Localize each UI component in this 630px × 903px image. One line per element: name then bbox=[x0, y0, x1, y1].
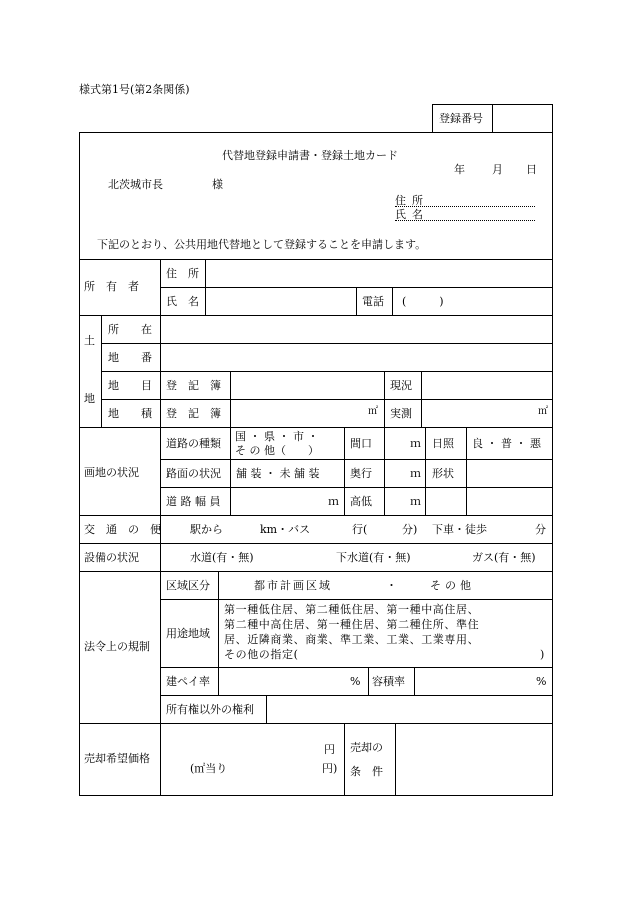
bcr-unit: % bbox=[350, 675, 361, 688]
road-surface-label: 路面の状況 bbox=[166, 467, 221, 480]
road-surface-options: 舗 装 ・ 未 舗 装 bbox=[236, 467, 320, 480]
transport-stop: 行( bbox=[352, 523, 368, 536]
road-width-unit: ｍ bbox=[328, 495, 339, 508]
date-day: 日 bbox=[526, 163, 537, 176]
price-yen-close: 円) bbox=[322, 762, 338, 775]
land-area-label: 地 積 bbox=[108, 407, 152, 420]
land-side-top: 土 bbox=[84, 334, 95, 347]
sunlight-options: 良 ・ 普 ・ 悪 bbox=[472, 437, 541, 450]
applicant-name-label: 氏名 bbox=[395, 208, 429, 221]
facility-water: 水道(有・無) bbox=[190, 551, 254, 564]
price-yen: 円 bbox=[324, 743, 335, 756]
registration-number-label: 登録番号 bbox=[439, 112, 483, 125]
land-area-measured-label: 実測 bbox=[390, 407, 412, 420]
transport-station: 駅から bbox=[190, 523, 223, 536]
depth-label: 奥行 bbox=[350, 467, 372, 480]
zone-option-1: 都市計画区域 bbox=[254, 579, 332, 592]
addressee: 北茨城市長 bbox=[108, 178, 163, 191]
road-type-label: 道路の種類 bbox=[166, 437, 221, 450]
sale-conditions-label-2: 条 件 bbox=[350, 765, 383, 778]
land-lot-number-label: 地 番 bbox=[108, 351, 152, 364]
far-unit: % bbox=[536, 675, 547, 688]
transport-min2: 分 bbox=[535, 523, 546, 536]
zone-option-2: その他 bbox=[430, 579, 475, 592]
price-section-label: 売却希望価格 bbox=[84, 752, 150, 765]
height-diff-unit: ｍ bbox=[410, 495, 421, 508]
owner-name-label: 氏 名 bbox=[166, 295, 199, 308]
depth-unit: ｍ bbox=[410, 467, 421, 480]
sale-conditions-field[interactable] bbox=[397, 725, 551, 794]
owner-section-label: 所 有 者 bbox=[84, 280, 139, 293]
land-location-label: 所 在 bbox=[108, 323, 152, 336]
date-year: 年 bbox=[454, 163, 465, 176]
use-district-line-4: その他の指定( bbox=[224, 648, 299, 661]
zone-label: 区域区分 bbox=[166, 579, 210, 592]
transport-section-label: 交 通 の 便 bbox=[84, 523, 161, 536]
frontage-unit: ｍ bbox=[410, 437, 421, 450]
owner-address-label: 住 所 bbox=[166, 267, 199, 280]
land-area-registry-label: 登 記 簿 bbox=[166, 407, 221, 420]
regulations-section-label: 法令上の規制 bbox=[84, 640, 150, 653]
road-type-options-2: そ の 他（ ） bbox=[235, 444, 319, 457]
transport-min1: 分) bbox=[402, 523, 418, 536]
use-district-line-2: 第二種中高住居、第一種住居、第二種住所、準住 bbox=[224, 618, 480, 631]
owner-name-field[interactable] bbox=[207, 289, 354, 314]
owner-phone-field[interactable]: ( ) bbox=[402, 295, 444, 308]
application-statement: 下記のとおり、公共用地代替地として登録することを申請します。 bbox=[97, 238, 427, 251]
shape-label: 形状 bbox=[432, 467, 454, 480]
zone-separator: ・ bbox=[386, 579, 397, 592]
use-district-line-4-end: ) bbox=[540, 648, 545, 661]
land-area-measured-unit: ㎡ bbox=[538, 406, 548, 417]
price-per-m2: (㎡当り bbox=[190, 762, 228, 775]
date-month: 月 bbox=[492, 163, 503, 176]
sale-conditions-label-1: 売却の bbox=[350, 741, 383, 754]
applicant-name-field[interactable] bbox=[395, 220, 535, 221]
transport-km-bus: km・バス bbox=[260, 523, 311, 536]
land-category-label: 地 目 bbox=[108, 379, 152, 392]
registration-number-field[interactable] bbox=[494, 106, 550, 130]
land-category-current-label: 現況 bbox=[390, 379, 412, 392]
owner-phone-label: 電話 bbox=[362, 295, 384, 308]
land-side-bottom: 地 bbox=[84, 392, 95, 405]
facility-sewer: 下水道(有・無) bbox=[336, 551, 411, 564]
applicant-address-label: 住所 bbox=[395, 194, 429, 207]
use-district-line-1: 第一種低住居、第二種低住居、第一種中高住居、 bbox=[224, 603, 480, 616]
bcr-label: 建ペイ率 bbox=[166, 675, 210, 688]
transport-walk: 下車・徒歩 bbox=[432, 523, 487, 536]
applicant-address-field[interactable] bbox=[395, 206, 535, 207]
road-width-label: 道 路 幅 員 bbox=[166, 495, 221, 508]
owner-address-field[interactable] bbox=[207, 261, 551, 286]
use-district-line-3: 居、近隣商業、商業、準工業、工業、工業専用、 bbox=[224, 633, 480, 646]
form-number-label: 様式第1号(第2条関係) bbox=[79, 83, 190, 96]
honorific: 様 bbox=[212, 178, 223, 191]
land-area-registry-unit: ㎡ bbox=[368, 406, 378, 417]
frontage-label: 間口 bbox=[350, 437, 372, 450]
sunlight-label: 日照 bbox=[432, 437, 454, 450]
facilities-section-label: 設備の状況 bbox=[84, 551, 139, 564]
land-category-registry-label: 登 記 簿 bbox=[166, 379, 221, 392]
height-diff-label: 高低 bbox=[350, 495, 372, 508]
site-section-label: 画地の状況 bbox=[84, 466, 139, 479]
land-lot-number-field[interactable] bbox=[162, 345, 551, 370]
land-location-field[interactable] bbox=[162, 317, 551, 342]
road-type-options-1: 国 ・ 県 ・ 市 ・ bbox=[235, 430, 319, 443]
use-district-label: 用途地域 bbox=[166, 627, 210, 640]
far-label: 容積率 bbox=[372, 675, 405, 688]
facility-gas: ガス(有・無) bbox=[472, 551, 536, 564]
other-rights-label: 所有権以外の権利 bbox=[166, 703, 254, 716]
form-title: 代替地登録申請書・登録土地カード bbox=[222, 149, 398, 162]
